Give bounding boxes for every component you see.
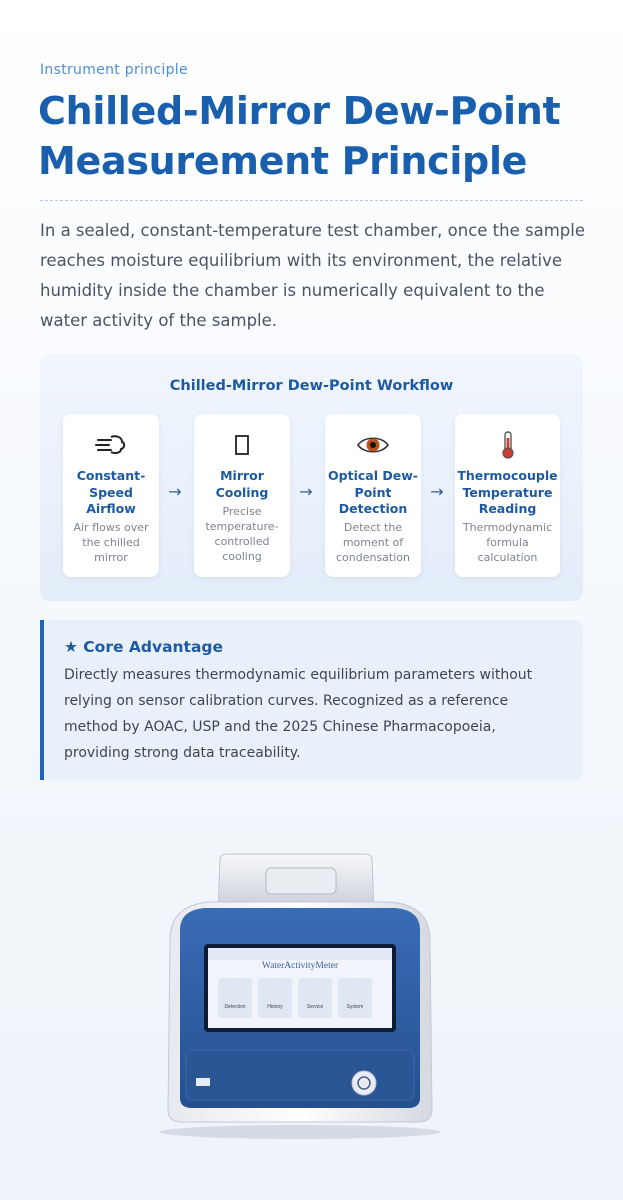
step-title: Mirror Cooling — [215, 468, 269, 500]
device-menu-item: Service — [306, 1004, 324, 1010]
page-title: Chilled-Mirror Dew-Point Measurement Principle — [38, 89, 561, 183]
eye-icon — [325, 430, 421, 460]
workflow-panel — [40, 354, 583, 601]
workflow-step-optical — [325, 414, 421, 577]
step-desc: Air flows over the chilled mirror — [73, 521, 149, 564]
workflow-step-mirror — [194, 414, 290, 577]
mirror-icon — [194, 430, 290, 460]
workflow-arrow: → — [299, 482, 313, 501]
thermometer-icon — [455, 430, 560, 460]
workflow-step-airflow — [63, 414, 159, 577]
water-activity-meter-device — [150, 850, 450, 1140]
step-title: Constant-Speed Airflow — [76, 468, 146, 516]
step-title: Thermocouple Temperature Reading — [457, 468, 558, 516]
advantage-title: ★ Core Advantage — [64, 638, 224, 656]
step-desc: Detect the moment of condensation — [335, 521, 410, 564]
eyebrow-label: Instrument principle — [40, 62, 188, 78]
device-menu-item: Detection — [224, 1004, 246, 1010]
advantage-body: Directly measures thermodynamic equilibrium parameters without relying on sensor calibration curves. Recognized as a reference method by AOAC, USP and the 2025 Chinese Pharmacopoeia, providing strong data traceability. — [64, 667, 533, 761]
step-desc: Precise temperature-controlled cooling — [205, 505, 279, 563]
workflow-step-thermocouple — [455, 414, 560, 577]
workflow-arrow: → — [168, 482, 182, 501]
title-divider — [40, 200, 583, 201]
step-desc: Thermodynamic formula calculation — [462, 521, 553, 564]
wind-icon — [63, 430, 159, 460]
workflow-title: Chilled-Mirror Dew-Point Workflow — [169, 378, 454, 394]
device-menu-item: System — [346, 1004, 364, 1010]
intro-paragraph: In a sealed, constant-temperature test chamber, once the sample reaches moisture equilibrium with its environment, the relative humidity inside the chamber is numerically equivalent to the water activity of the sample. — [40, 221, 585, 330]
step-title: Optical Dew-Point Detection — [328, 468, 418, 516]
workflow-arrow: → — [430, 482, 444, 501]
core-advantage-callout — [40, 620, 583, 780]
device-menu-item: History — [267, 1004, 283, 1010]
device-screen-title: WaterActivityMeter — [261, 961, 339, 971]
